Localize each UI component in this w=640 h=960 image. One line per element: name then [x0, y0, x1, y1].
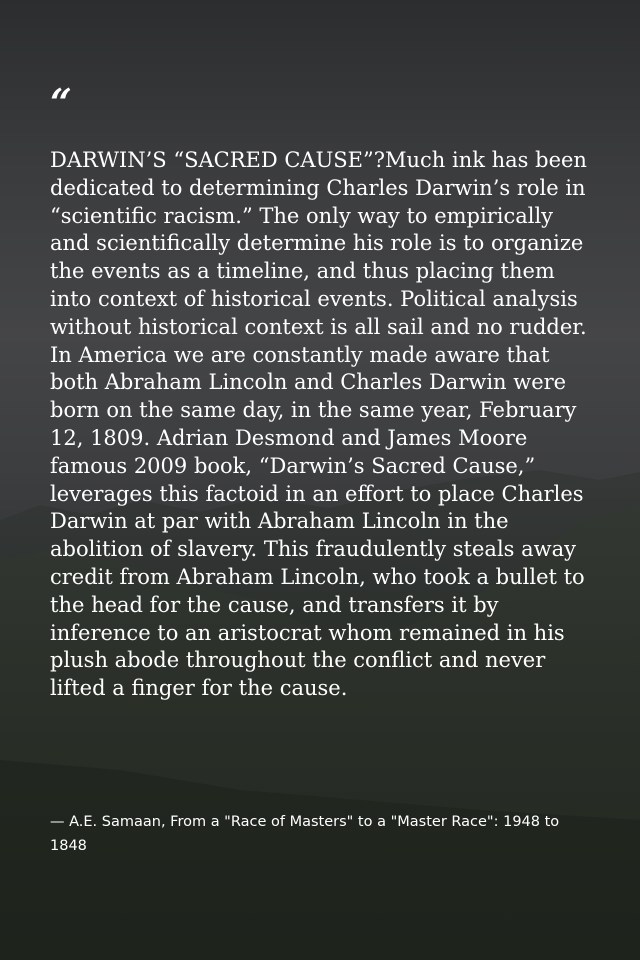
quote-text: DARWIN’S “SACRED CAUSE”?Much ink has been dedicated to determining Charles Darwin’s role in “scientific racism.” The only way to empirically and scientifically determine his role is to organize the events as a timeline, and thus placing them into context of historical events. Political analysis without historical context is all sail and no rudder. In America we are constantly made aware that both Abraham Lincoln and Charles Darwin were born on the same day, in the same year, February 12, 1809. Adrian Desmond and James Moore famous 2009 book, “Darwin’s Sacred Cause,” leverages this factoid in an effort to place Charles Darwin at par with Abraham Lincoln in the abolition of slavery. This fraudulently steals away credit from Abraham Lincoln, who took a bullet to the head for the cause, and transfers it by inference to an aristocrat whom remained in his plush abode throughout the conflict and never lifted a finger for the cause.: [50, 148, 587, 701]
quote-mark-icon: “: [50, 80, 72, 125]
quote-attribution: — A.E. Samaan, From a "Race of Masters" to a "Master Race": 1948 to 1848: [50, 814, 560, 854]
